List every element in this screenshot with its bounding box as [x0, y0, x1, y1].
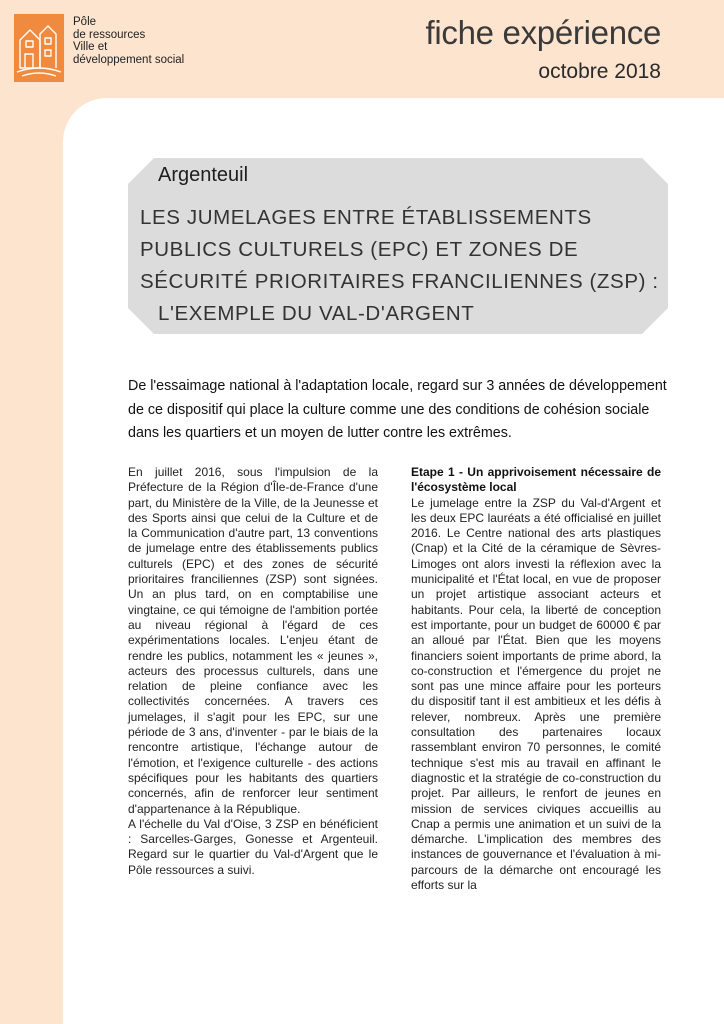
lead-paragraph: De l'essaimage national à l'adaptation locale, regard sur 3 années de développement de ce dispositif qui place la culture comme une des conditions de cohésion sociale dans les quartiers et un moyen de lutter contre les extrêmes.: [128, 378, 667, 441]
city-name: Argenteuil: [158, 164, 249, 186]
title-line: SÉCURITÉ PRIORITAIRES FRANCILIENNES (ZSP) :: [140, 270, 659, 293]
organization-logo: [14, 14, 64, 82]
organization-name-line: Ville et: [73, 41, 108, 54]
title-line: L'EXEMPLE DU VAL-D'ARGENT: [158, 302, 475, 325]
right-column: [411, 465, 661, 893]
organization-name-line: Pôle: [73, 16, 97, 28]
organization-name: [73, 16, 213, 66]
title-line: LES JUMELAGES ENTRE ÉTABLISSEMENTS: [140, 206, 592, 229]
document-type: fiche expérience: [425, 14, 661, 51]
section-heading: Etape 1 - Un apprivoisement nécessaire de l'écosystème local: [411, 465, 661, 495]
body-paragraph: En juillet 2016, sous l'impulsion de la Préfecture de la Région d'Île-de-France d'une part, du Ministère de la Ville, de la Jeunesse et des Sports ainsi que celui de la Culture et de la Communication d'autre part, 13 conventions de jumelage entre des établissements publics culturels (EPC) et des zones de sécurité prioritaires franciliennes (ZSP) sont signées. Un an plus tard, on en comptabilise une vingtaine, ce qui témoigne de l'ambition portée au niveau régional à l'égard de ces expérimentations locales. L'enjeu étant de rendre les publics, notamment les « jeunes », acteurs des processus culturels, dans une relation de pleine confiance avec les collectivités concernées. A travers ces jumelages, il s'agit pour les EPC, sur une période de 3 ans, d'inventer - par le biais de la rencontre artistique, l'échange autour de l'émotion, et l'exigence culturelle - des actions spécifiques pour les habitants des quartiers concernés, afin de renforcer leur sentiment d'appartenance à la République.: [128, 465, 378, 816]
document-date: octobre 2018: [538, 60, 661, 83]
organization-name-line: développement social: [73, 53, 185, 66]
body-paragraph: A l'échelle du Val d'Oise, 3 ZSP en bénéficient : Sarcelles-Garges, Gonesse et Argenteuil. Regard sur le quartier du Val-d'Argent que le Pôle ressources a suivi.: [128, 816, 378, 877]
left-column: [128, 465, 378, 878]
organization-name-line: de ressources: [73, 28, 146, 41]
body-paragraph: Le jumelage entre la ZSP du Val-d'Argent et les deux EPC lauréats a été officialisé en juillet 2016. Le Centre national des arts plastiques (Cnap) et la Cité de la céramique de Sèvres-Limoges ont alors investi la réflexion avec la municipalité et l'État local, en vue de proposer un projet artistique associant acteurs et habitants. Pour cela, la liberté de conception est importante, pour un budget de 60000 € par an alloué par l'État. Bien que les moyens financiers soient importants de prime abord, la co-construction et l'émergence du projet ne sont pas une mince affaire pour les porteurs du dispositif tant il est ambitieux et les défis à relever, nombreux. Après une première consultation des partenaires locaux rassemblant environ 70 personnes, le comité technique s'est mis au travail en affinant le diagnostic et la stratégie de co-construction du projet. Par ailleurs, le renfort de jeunes en mission de services civiques accueillis au Cnap a permis une animation et un suivi de la démarche. L'implication des membres des instances de gouvernance et l'évaluation à mi-parcours de la démarche ont encouragé les efforts sur la: [411, 495, 661, 893]
title-line: PUBLICS CULTURELS (EPC) ET ZONES DE: [140, 238, 579, 261]
